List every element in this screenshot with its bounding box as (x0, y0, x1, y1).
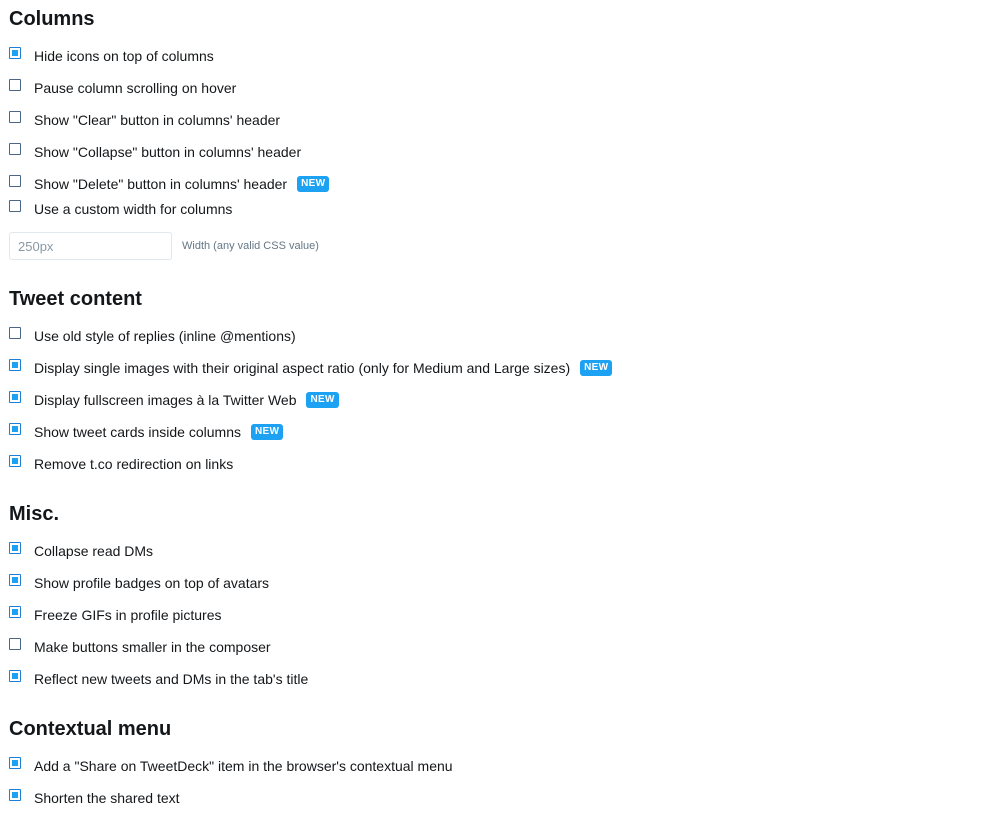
section-title-misc: Misc. (9, 503, 60, 525)
option-label: Collapse read DMs (34, 543, 154, 559)
checkbox[interactable] (9, 200, 21, 212)
option-label: Show "Clear" button in columns' header (34, 112, 281, 128)
option-shorten-shared-text[interactable] (9, 788, 180, 808)
new-badge: NEW (306, 392, 338, 408)
checkbox[interactable] (9, 757, 21, 769)
option-label: Show profile badges on top of avatars (34, 575, 270, 591)
option-label: Remove t.co redirection on links (34, 456, 234, 472)
option-fullscreen-images[interactable] (9, 390, 339, 410)
column-width-hint: Width (any valid CSS value) (182, 240, 319, 252)
option-pause-scrolling[interactable] (9, 78, 236, 98)
checkbox[interactable] (9, 670, 21, 682)
option-smaller-buttons[interactable] (9, 637, 271, 657)
option-label: Display single images with their original aspect ratio (only for Medium and Large sizes) (34, 360, 571, 376)
option-label: Pause column scrolling on hover (34, 80, 237, 96)
option-freeze-gifs[interactable] (9, 605, 222, 625)
option-original-aspect-ratio[interactable] (9, 358, 612, 378)
option-share-on-tweetdeck[interactable] (9, 756, 453, 776)
option-label: Use a custom width for columns (34, 201, 233, 217)
option-remove-tco[interactable] (9, 454, 233, 474)
section-title-columns: Columns (9, 8, 95, 30)
checkbox[interactable] (9, 47, 21, 59)
option-label: Show tweet cards inside columns (34, 424, 241, 440)
checkbox[interactable] (9, 789, 21, 801)
option-label: Reflect new tweets and DMs in the tab's title (34, 671, 309, 687)
option-label: Add a "Share on TweetDeck" item in the browser's contextual menu (34, 758, 453, 774)
option-label: Shorten the shared text (34, 790, 180, 806)
section-title-tweet-content: Tweet content (9, 288, 142, 310)
option-label: Make buttons smaller in the composer (34, 639, 271, 655)
checkbox[interactable] (9, 638, 21, 650)
option-profile-badges[interactable] (9, 573, 269, 593)
checkbox[interactable] (9, 574, 21, 586)
checkbox[interactable] (9, 143, 21, 155)
checkbox[interactable] (9, 327, 21, 339)
section-title-contextual-menu: Contextual menu (9, 718, 172, 740)
new-badge: NEW (580, 360, 612, 376)
option-custom-width[interactable] (9, 199, 232, 219)
checkbox[interactable] (9, 111, 21, 123)
option-label: Freeze GIFs in profile pictures (34, 607, 222, 623)
option-old-style-replies[interactable] (9, 326, 296, 346)
new-badge: NEW (251, 424, 283, 440)
custom-width-row (9, 232, 319, 260)
column-width-input[interactable] (9, 232, 172, 260)
option-collapse-read-dms[interactable] (9, 541, 153, 561)
checkbox[interactable] (9, 175, 21, 187)
option-show-collapse-button[interactable] (9, 142, 301, 162)
option-label: Hide icons on top of columns (34, 48, 214, 64)
option-show-delete-button[interactable] (9, 174, 329, 194)
option-label: Use old style of replies (inline @mentions) (34, 328, 296, 344)
checkbox[interactable] (9, 542, 21, 554)
checkbox[interactable] (9, 606, 21, 618)
option-show-clear-button[interactable] (9, 110, 280, 130)
checkbox[interactable] (9, 391, 21, 403)
checkbox[interactable] (9, 359, 21, 371)
option-tweet-cards[interactable] (9, 422, 283, 442)
option-reflect-tab-title[interactable] (9, 669, 308, 689)
option-hide-icons[interactable] (9, 46, 214, 66)
new-badge: NEW (297, 176, 329, 192)
checkbox[interactable] (9, 455, 21, 467)
option-label: Show "Delete" button in columns' header (34, 176, 288, 192)
checkbox[interactable] (9, 423, 21, 435)
option-label: Display fullscreen images à la Twitter Web (34, 392, 297, 408)
checkbox[interactable] (9, 79, 21, 91)
option-label: Show "Collapse" button in columns' header (34, 144, 302, 160)
